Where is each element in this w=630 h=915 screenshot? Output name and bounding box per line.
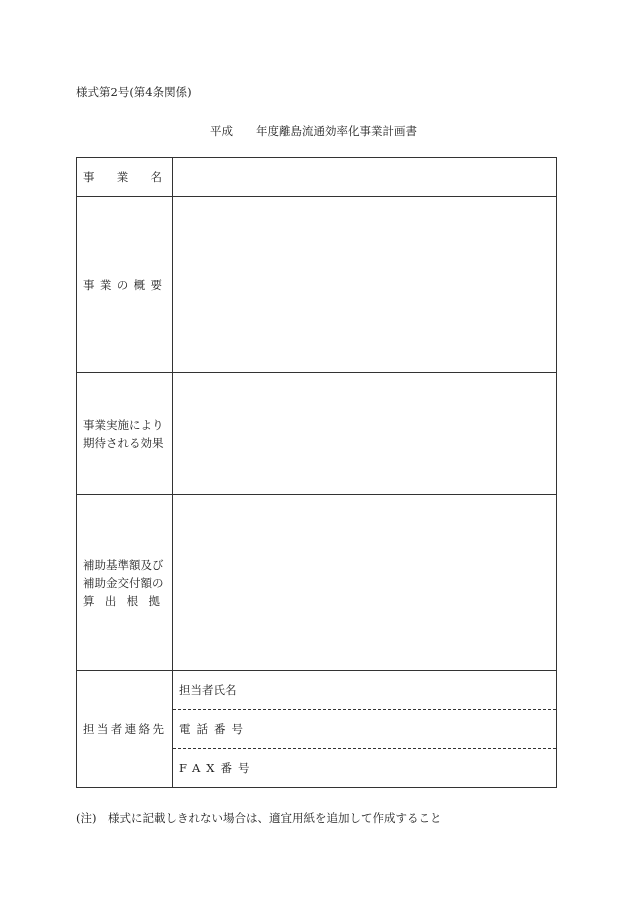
basis-field[interactable] [173, 495, 557, 671]
summary-field[interactable] [173, 197, 557, 373]
document-title: 平成 年度離島流通効率化事業計画書 [210, 124, 417, 138]
business-name-label: 事 業 名 [77, 158, 173, 197]
effect-row [77, 373, 557, 495]
contact-row [77, 671, 557, 788]
contact-fax-label: FAX番号 [179, 761, 256, 775]
contact-name-label: 担当者氏名 [179, 683, 237, 697]
contact-phone-label: 電話番号 [179, 722, 249, 736]
summary-row [77, 197, 557, 373]
basis-label: 補助基準額及び 補助金交付額の 算 出 根 拠 [77, 495, 173, 671]
form-number: 様式第2号(第4条関係) [76, 85, 192, 99]
contact-details [173, 671, 557, 788]
footer-note: (注) 様式に記載しきれない場合は、適宜用紙を追加して作成すること [76, 811, 442, 825]
contact-fax-field[interactable] [173, 748, 556, 787]
contact-name-field[interactable] [173, 671, 556, 709]
effect-field[interactable] [173, 373, 557, 495]
business-name-field[interactable] [173, 158, 557, 197]
contact-label: 担 当 者 連 絡 先 [77, 671, 173, 788]
plan-form-table [76, 157, 557, 788]
effect-label: 事業実施により 期待される効果 [77, 373, 173, 495]
basis-row [77, 495, 557, 671]
business-name-row [77, 158, 557, 197]
summary-label: 事 業 の 概 要 [77, 197, 173, 373]
contact-phone-field[interactable] [173, 709, 556, 748]
